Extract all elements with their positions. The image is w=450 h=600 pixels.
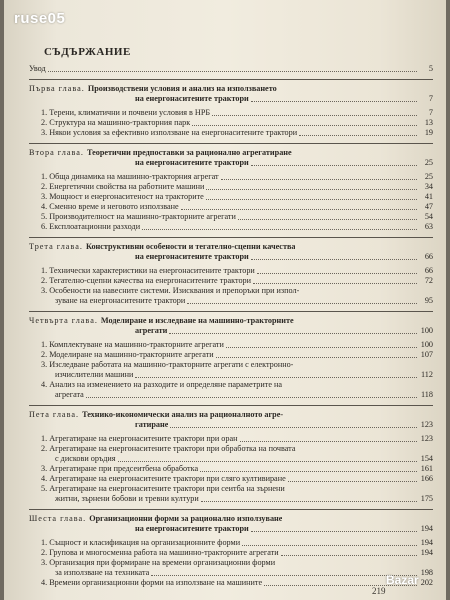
chapter-title-line [29,410,433,420]
toc-item-page: 194 [420,538,433,547]
toc-item-text: 3. Организация при формиране на времени организационни форми [41,558,276,567]
bazar-logo: Bazar [386,573,419,587]
toc-item-continued [29,454,433,464]
toc-item-page: 161 [420,464,433,473]
chapter-list [29,79,433,588]
chapter-heading [29,410,433,430]
chapter-title-line [29,514,433,524]
toc-item-page: 54 [424,212,433,221]
toc-item-text: 1. Технически характеристики на енергонаситените трактори [41,266,255,275]
toc-item [29,350,433,360]
section-divider [29,237,433,238]
toc-item-text: 2. Тегателно-сцепни качества на енергонаситените трактори [41,276,252,285]
chapter-heading [29,316,433,336]
chapter-title-line-2 [29,524,433,534]
toc-item [29,276,433,286]
toc-item-page: 66 [424,266,433,275]
toc-item [29,484,433,494]
toc-item [29,128,433,138]
toc-item-continued-page: 154 [420,454,433,463]
toc-item-continued [29,568,433,578]
toc-item [29,360,433,370]
chapter-title-text [29,148,292,158]
toc-item [29,192,433,202]
toc-item-text: 1. Същност и класификация на организационните форми [41,538,241,547]
chapter-heading [29,84,433,104]
toc-item [29,444,433,454]
chapter-heading [29,514,433,534]
chapter-title-text [29,316,294,326]
chapter-title-line-2 [29,158,433,168]
chapter-heading [29,242,433,262]
chapter-title-line-2 [29,252,433,262]
toc-item-text: 4. Агрегатиране на енергонаситените трактори при сляго култивиране [41,474,286,483]
chapter-title-continued: на енергонаситените трактори [135,524,249,533]
toc-item-text: 2. Моделиране на машинно-тракторните агрегати [41,350,214,359]
toc-item-continued-text: житни, зърнени бобови и тревни култури [55,494,199,503]
watermark: ruse05 [14,10,66,27]
toc-item [29,222,433,232]
toc-item-continued-page: 112 [421,370,433,379]
chapter-title-continued: агрегати [135,326,168,335]
chapter-title-line [29,148,433,158]
table-of-contents [29,64,433,588]
toc-item-continued-page: 198 [420,568,433,577]
toc-item [29,538,433,548]
toc-item [29,172,433,182]
chapter-title-text [29,514,282,524]
chapter-page: 7 [428,94,433,103]
toc-item-continued-page: 118 [421,390,433,399]
toc-item [29,212,433,222]
toc-item-text: 4. Сменно време и неговото използване [41,202,179,211]
chapter-title-line [29,242,433,252]
toc-item-page: 19 [424,128,433,137]
toc-item-text: 3. Изследване работата на машинно-тракторните агрегати с електронно- [41,360,294,369]
toc-item-page: 63 [424,222,433,231]
chapter-label: Трета глава. [29,242,86,251]
chapter-title-line [29,84,433,94]
toc-item-continued-text: изчислителни машини [55,370,134,379]
toc-item-page: 107 [420,350,433,359]
toc-item-continued-page: 95 [424,296,433,305]
toc-item-text: 2. Структура на машинно-тракторния парк [41,118,191,127]
toc-item-text: 1. Агрегатиране на енергонаситените трактори при оран [41,434,238,443]
chapter-title-line-2 [29,94,433,104]
chapter-label: Втора глава. [29,148,87,157]
toc-item-continued [29,370,433,380]
chapter-title-line-2 [29,420,433,430]
chapter-label: Шеста глава. [29,514,90,523]
toc-item [29,286,433,296]
toc-item-text: 3. Някои условия за ефективно използване на енергонаситените трактори [41,128,298,137]
toc-item-text: 2. Агрегатиране на енергонаситените трактори при обработка на почвата [41,444,296,453]
toc-item-page: 194 [420,548,433,557]
toc-item-page: 13 [424,118,433,127]
chapter-title-continued: гатиране [135,420,169,429]
toc-item-text: 2. Групова и многосменна работа на машинно-тракторните агрегати [41,548,279,557]
chapter-page: 66 [424,252,433,261]
toc-item-continued [29,390,433,400]
chapter-title: Производствени условия и анализ на използването [87,84,277,93]
toc-item-text: 5. Агрегатиране на енергонаситените трактори при сеитба на зърнени [41,484,285,493]
chapter-page: 194 [420,524,433,533]
chapter-label: Първа глава. [29,84,88,93]
toc-item [29,266,433,276]
toc-item [29,118,433,128]
toc-item [29,108,433,118]
toc-item-text: 1. Терени, климатични и почвени условия в НРБ [41,108,211,117]
toc-item-page: 100 [420,340,433,349]
toc-item-page: 72 [424,276,433,285]
chapter-title: Теоретични предпоставки за рационално агрегатиране [86,148,292,157]
toc-item-continued [29,494,433,504]
chapter-page: 123 [420,420,433,429]
toc-item-text: 1. Комплектуване на машинно-тракторните агрегати [41,340,224,349]
toc-item [29,464,433,474]
chapter-title: Организационни форми за рационално използуване [89,514,283,523]
toc-item-continued-page: 175 [420,494,433,503]
toc-item-text: 6. Експлоатационни разходи [41,222,141,231]
toc-item [29,340,433,350]
chapter-title-text [29,84,277,94]
toc-item [29,474,433,484]
toc-item-text: 1. Обща динамика на машинно-тракторния агрегат [41,172,219,181]
toc-item [29,558,433,568]
toc-item-page: 41 [424,192,433,201]
chapter-label: Пета глава. [29,410,83,419]
toc-item [29,182,433,192]
section-divider [29,405,433,406]
toc-item-page: 47 [424,202,433,211]
toc-item-continued-text: с дискови оръдия [55,454,116,463]
toc-item [29,202,433,212]
chapter-title-continued: на енергонаситените трактори [135,252,249,261]
toc-item-continued-text: зуване на енергонаситените трактори [55,296,186,305]
toc-item-text: 3. Мощност и енергонаситеност на тракторите [41,192,204,201]
chapter-page: 25 [424,158,433,167]
chapter-heading [29,148,433,168]
toc-item-continued [29,296,433,306]
chapter-title: Конструктивни особености и тегателно-сцепни качества [85,242,296,251]
toc-item-text: 3. Агрегатиране при предсеитбена обработка [41,464,199,473]
toc-item-text: 2. Енергетични свойства на работните машини [41,182,205,191]
toc-item-text: 5. Производителност на машинно-тракторните агрегати [41,212,236,221]
chapter-title-continued: на енергонаситените трактори [135,158,249,167]
section-divider [29,311,433,312]
toc-item-continued-text: за използване на техниката [55,568,150,577]
toc-item-page: 202 [420,578,433,587]
toc-intro: Увод 5 [29,64,433,73]
toc-item-page: 123 [420,434,433,443]
chapter-title-line-2 [29,326,433,336]
chapter-title: Моделиране и изследване на машинно-тракторните [100,316,294,325]
chapter-page: 100 [420,326,433,335]
chapter-title-text [29,410,283,420]
page-title: СЪДЪРЖАНИЕ [44,46,131,58]
toc-item [29,548,433,558]
section-divider [29,143,433,144]
toc-item-page: 34 [424,182,433,191]
toc-item-page: 7 [428,108,433,117]
toc-item-text: 3. Особености на навесните системи. Изисквания и препоръки при изпол- [41,286,300,295]
toc-item-page: 166 [420,474,433,483]
toc-item [29,380,433,390]
section-divider [29,79,433,80]
chapter-title-continued: на енергонаситените трактори [135,94,249,103]
chapter-label: Четвърта глава. [29,316,101,325]
toc-item-text: 4. Анализ на изменението на разходите и определяне параметрите на [41,380,283,389]
chapter-title: Технико-икономически анализ на рационалното агре- [82,410,284,419]
section-divider [29,509,433,510]
toc-item-continued-text: агрегата [55,390,84,399]
book-page [4,0,446,600]
chapter-title-line [29,316,433,326]
chapter-title-text [29,242,295,252]
toc-item [29,434,433,444]
toc-item-text: 4. Времени организационни форми на използване на машините [41,578,263,587]
page-number: 219 [372,586,386,596]
toc-item-page: 25 [424,172,433,181]
